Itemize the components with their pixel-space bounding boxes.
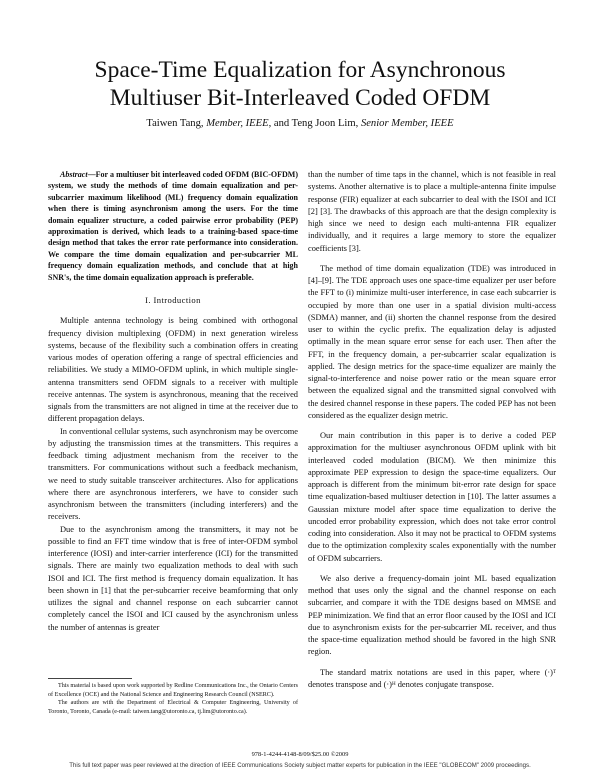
author-2-role: Senior Member, IEEE — [360, 118, 454, 129]
right-paragraph-3: Our main contribution in this paper is to derive a coded PEP approximation for the multiuser asynchronous OFDM uplink with bit interleaved coded modulation (BICM). We then minimize this approximate PEP expression to design the space-time equalizers. Our approach is different from the minimum bit-error rate design for space time equalization-based multiuser detection in [10]. The latter assumes a Gaussian mixture model after space time equalization to derive the uncoded error probability expression, which does not take error control coding into consideration. Also it may not be practical to OFDM systems due to the optimization complexity scales exponentially with the number of OFDM subcarriers. — [308, 431, 556, 563]
intro-paragraph-2: In conventional cellular systems, such asynchronism may be overcome by adjusting the transmission times at the transmitters. This requires a feedback timing adjustment mechanism from the receiver to the transmitters. For communications without such a feedback mechanism, we need to study suitable transceiver architectures. Also for applications where there are asynchronous interferers, we have to consider such asynchronism between the transmitters (including interferers) and the receivers. — [48, 426, 298, 522]
right-paragraph-5: The standard matrix notations are used in this paper, where (·)ᵀ denotes transpose and (·)ᴴ denotes conjugate transpose. — [308, 667, 556, 689]
peer-review-disclaimer: This full text paper was peer reviewed at the direction of IEEE Communications Society subject matter experts for publication in the IEEE "GLOBECOM" 2009 proceedings. — [69, 762, 531, 769]
footnote-funding: This material is based upon work supported by Redline Communications Inc., the Ontario Centers of Excellence (OCE) and the National Science and Engineering Research Council (NSERC). — [48, 683, 298, 698]
footnote-affiliation: The authors are with the Department of Electrical & Computer Engineering, University of Toronto, Toronto, Canada (e-mail: taiwen.tang@utoronto.ca, tj.lim@utoronto.ca). — [48, 700, 298, 715]
author-1: Taiwen Tang, — [146, 118, 204, 129]
abstract — [48, 169, 298, 283]
isbn-line: 978-1-4244-4148-8/09/$25.00 ©2009 — [251, 751, 349, 758]
title-line-1: Space-Time Equalization for Asynchronous — [94, 57, 506, 83]
left-column — [48, 169, 298, 634]
abstract-label: Abstract — [60, 170, 88, 179]
abstract-text: —For a multiuser bit interleaved coded OFDM (BIC-OFDM) system, we study the methods of time domain equalization and per-subcarrier maximum likelihood (ML) frequency domain equalization when there is timing asynchronism among the users. For the time domain equalizer structure, a coded pairwise error probability (PEP) approximation is derived, which leads to a training-based space-time design method that takes the error rate performance into consideration. We compare the time domain equalization and per-subcarrier ML frequency domain equalization methods, and conclude that at high SNR's, the time domain equalization approach is preferable. — [48, 170, 298, 282]
footnote — [48, 682, 298, 716]
paper-title — [40, 56, 560, 112]
right-column — [308, 169, 556, 691]
section-heading-introduction: I. Introduction — [145, 295, 201, 306]
author-line — [40, 117, 560, 130]
right-paragraph-2: The method of time domain equalization (TDE) was introduced in [4]–[9]. The TDE approach uses one space-time equalizer per user before the FFT to (i) minimize multi-user interference, in case each subcarrier is occupied by more than one user in a spatial division multi-access (SDMA) manner, and (ii) shorten the channel response from the desired user to within the cyclic prefix. The equalization delay is adjusted optimally in the mean square error sense for each user. Then after the FFT, in the frequency domain, a per-subcarrier scalar equalization is applied. The design metrics for the space-time equalizer are mainly the signal-to-interference and noise power ratio or the mean square error between the equalized signal and the transmitted signal convolved with the desired channel response in these papers. The coded PEP has not been considered as the equalizer design metric. — [308, 263, 556, 420]
title-line-2: Multiuser Bit-Interleaved Coded OFDM — [109, 85, 491, 111]
right-paragraph-1: than the number of time taps in the channel, which is not feasible in real systems. Another alternative is to place a multiple-antenna finite impulse response (FIR) equalizer at each subcarrier to deal with the ISOI and ICI [2] [3]. The drawbacks of this approach are that the design complexity is high since we need to design each multi-antenna FIR equalizer individually, and it requires a large memory to store the equalizer coefficients [3]. — [308, 170, 556, 253]
right-paragraph-4: We also derive a frequency-domain joint ML based equalization method that uses only the signal and the channel response on each subcarrier, and compare it with the TDE designs based on MMSE and PEP minimization. We find that an error floor caused by the IOSI and ICI due to asynchronism exists for the per-subcarrier ML receiver, and thus the space-time equalization method should be favored in the high SNR region. — [308, 573, 556, 657]
intro-paragraph-1: Multiple antenna technology is being combined with orthogonal frequency division multiplexing (OFDM) in next generation wireless systems, because of the flexibility such a combination offers in creating various modes of operation offering a range of spectral efficiencies and reliabilities. We study a MIMO-OFDM uplink, in which multiple single-antenna transmitters send OFDM signals to a receiver with multiple receive antennas. The system is asynchronous, meaning that the received signals from the transmitters are not aligned in time at the receiver due to different propagation delays. — [48, 316, 298, 424]
intro-paragraph-3: Due to the asynchronism among the transmitters, it may not be possible to find an FFT time window that is free of inter-OFDM symbol interference (IOSI) and inter-carrier interference (ICI) for the transmitted signals. There are mainly two equalization methods to deal with such ISOI and ICI. The first method is frequency domain equalization. It has been shown in [1] that the per-subcarrier receive beamforming that only utilizes the signal and channel response on each subcarrier cannot completely cancel the ISOI and ICI caused by the asynchronism unless the number of antennas is greater — [48, 524, 298, 632]
author-2: and Teng Joon Lim, — [273, 118, 359, 129]
footnote-rule — [48, 678, 132, 679]
author-1-role: Member, IEEE, — [206, 118, 272, 129]
